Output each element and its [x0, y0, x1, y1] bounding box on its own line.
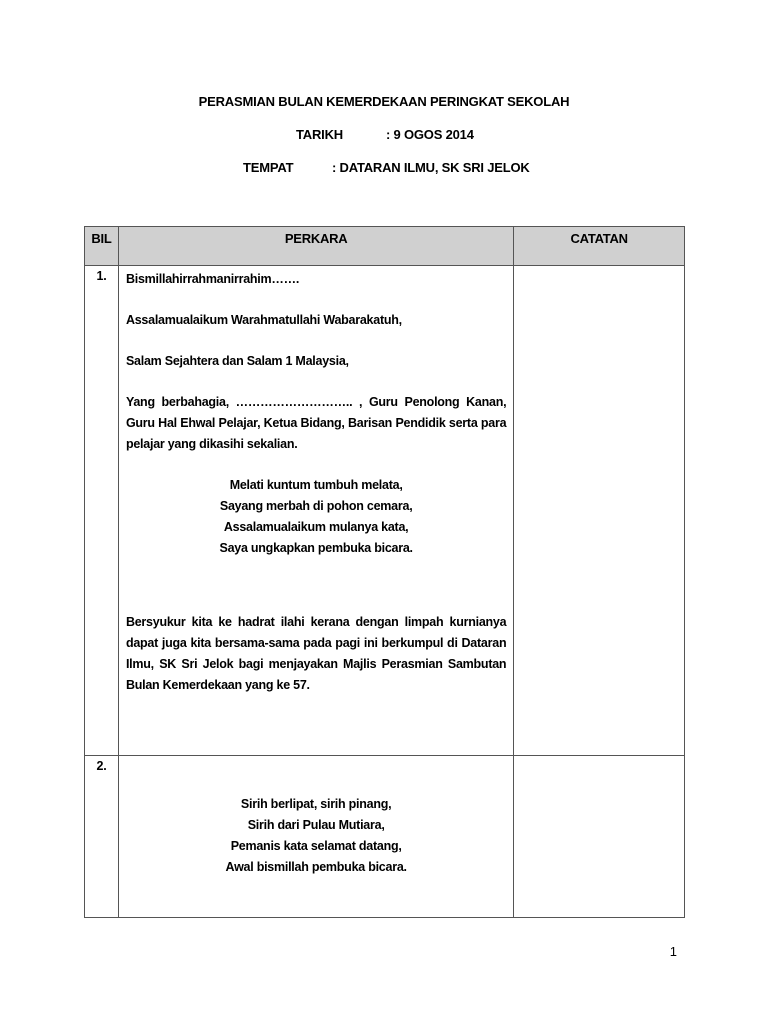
gratitude-paragraph: Bersyukur kita ke hadrat ilahi kerana dengan limpah kurnianya dapat juga kita bersama-sama pada pagi ini berkumpul di Dataran Ilmu, SK Sri Jelok bagi menjayakan Majlis Perasmian Sambutan Bulan Kemerdekaan yang ke 57. — [125, 615, 507, 692]
row-number: 1. — [85, 266, 119, 756]
venue-label: TEMPAT — [243, 160, 294, 175]
pantun-line: Melati kuntum tumbuh melata, — [229, 478, 403, 492]
table-header-row — [85, 227, 685, 266]
row-content — [118, 756, 513, 918]
salutation-paragraph: Yang berbahagia, ……………………….. , Guru Penolong Kanan, Guru Hal Ehwal Pelajar, Ketua Bidang, Barisan Pendidik serta para pelajar yang dikasihi sekalian. — [125, 395, 507, 451]
col-header-perkara: PERKARA — [118, 227, 513, 266]
pantun-line: Sirih dari Pulau Mutiara, — [247, 818, 385, 832]
page-number: 1 — [669, 944, 677, 959]
date-value: : 9 OGOS 2014 — [386, 127, 474, 142]
opening-line: Bismillahirrahmanirrahim……. — [125, 272, 300, 286]
pantun-line: Pemanis kata selamat datang, — [230, 839, 402, 853]
pantun-line: Saya ungkapkan pembuka bicara. — [219, 541, 413, 555]
col-header-catatan: CATATAN — [514, 227, 685, 266]
date-label: TARIKH — [296, 127, 343, 142]
row-notes — [514, 756, 685, 918]
greeting-line: Salam Sejahtera dan Salam 1 Malaysia, — [125, 354, 349, 368]
speech-table — [84, 226, 685, 918]
pantun-line: Assalamualaikum mulanya kata, — [223, 520, 409, 534]
document-title: PERASMIAN BULAN KEMERDEKAAN PERINGKAT SEKOLAH — [198, 94, 570, 109]
pantun-line: Sirih berlipat, sirih pinang, — [240, 797, 392, 811]
row-content — [118, 266, 513, 756]
row-notes — [514, 266, 685, 756]
greeting-line: Assalamualaikum Warahmatullahi Wabarakatuh, — [125, 313, 402, 327]
pantun-line: Sayang merbah di pohon cemara, — [219, 499, 413, 513]
row-number: 2. — [85, 756, 119, 918]
table-row — [85, 266, 685, 756]
venue-value: : DATARAN ILMU, SK SRI JELOK — [332, 160, 530, 175]
pantun-line: Awal bismillah pembuka bicara. — [225, 860, 407, 874]
table-row — [85, 756, 685, 918]
col-header-bil: BIL — [85, 227, 119, 266]
